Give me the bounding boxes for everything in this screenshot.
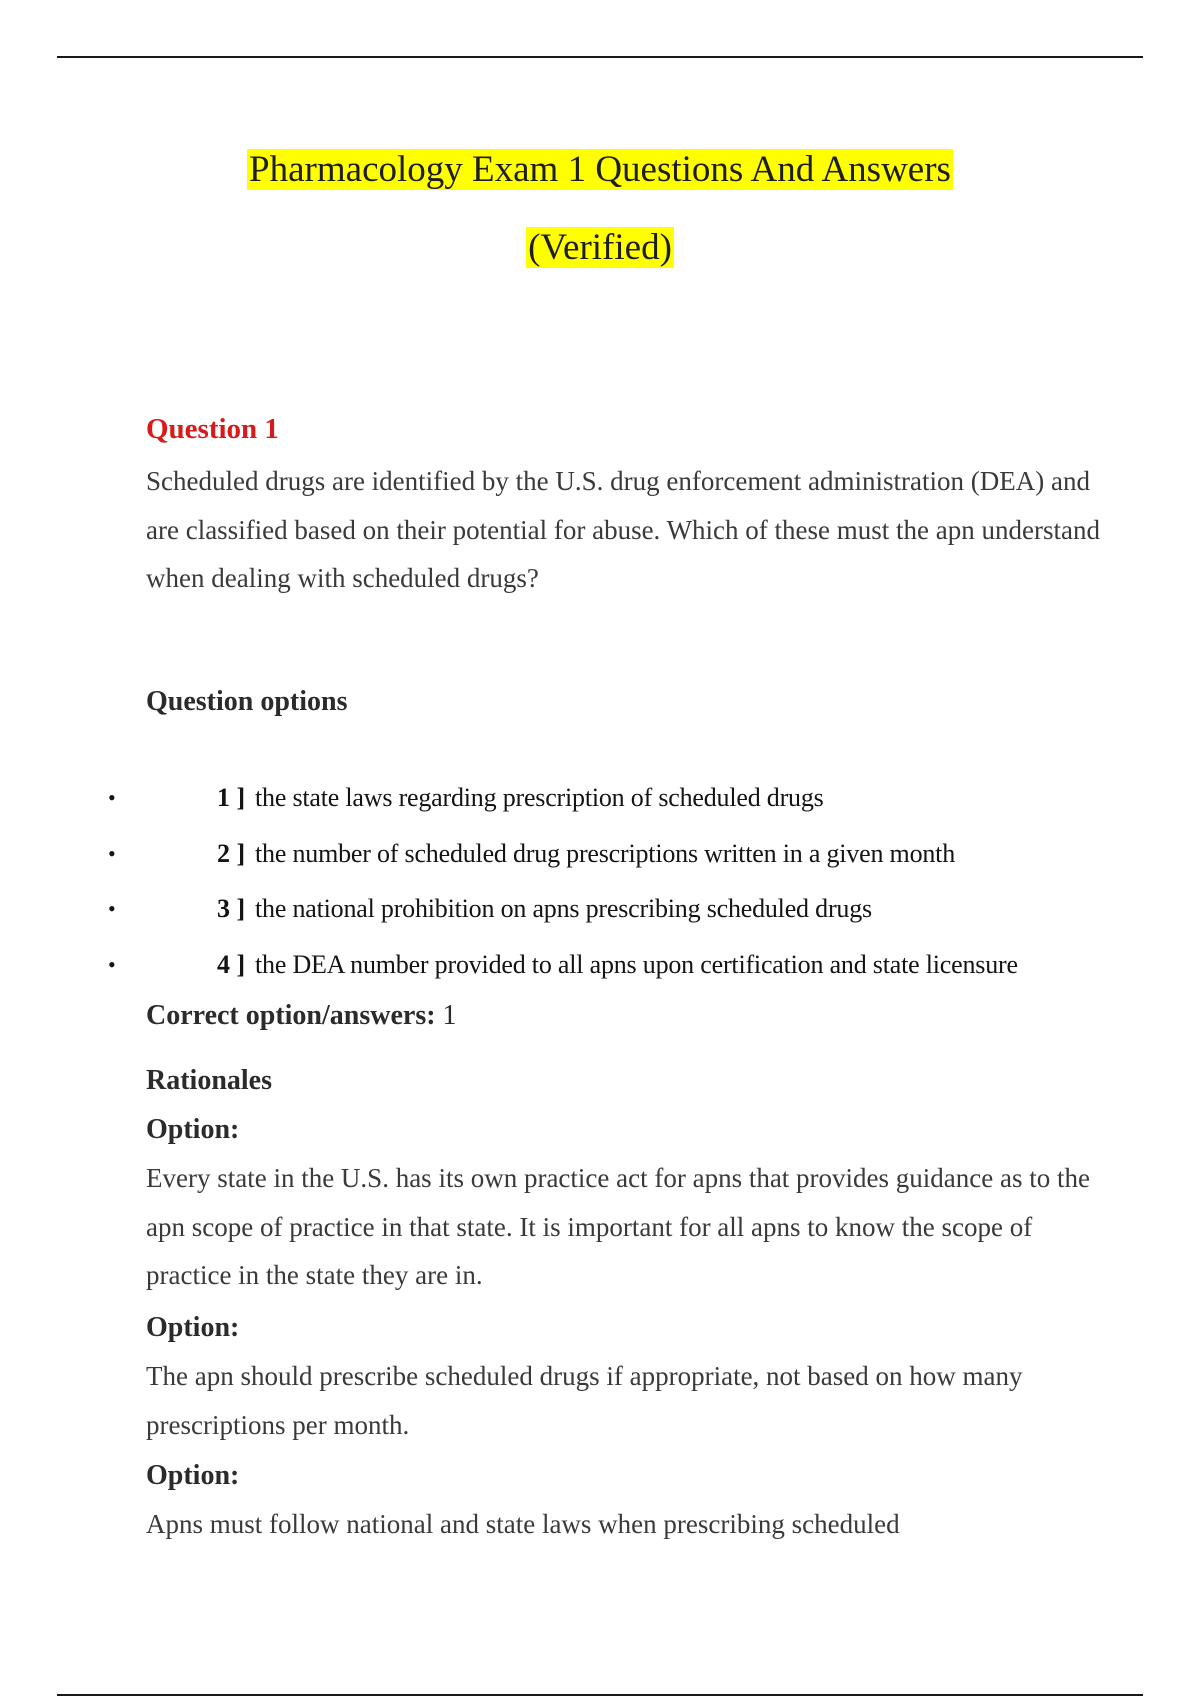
option-text: the DEA number provided to all apns upon certification and state licensure	[255, 949, 1018, 979]
option-text: the state laws regarding prescription of scheduled drugs	[255, 783, 824, 812]
options-list	[0, 770, 1200, 992]
bottom-rule	[57, 1694, 1143, 1696]
question-text: Scheduled drugs are identified by the U.S. drug enforcement administration (DEA) and are classified based on their potential for abuse. Which of these must the apn understand when dealing with scheduled drugs?	[146, 466, 1100, 593]
title-highlight-1: Pharmacology Exam 1 Questions And Answers	[249, 149, 951, 190]
top-rule	[57, 56, 1143, 58]
rationale-option-label: Option:	[146, 1312, 240, 1343]
rationale-text: The apn should prescribe scheduled drugs if appropriate, not based on how many prescriptions per month.	[146, 1361, 1023, 1440]
bullet-icon: •	[108, 840, 116, 866]
rationale-text: Every state in the U.S. has its own practice act for apns that provides guidance as to the apn scope of practice in that state. It is important for all apns to know the scope of practice in the state they are in.	[146, 1163, 1090, 1290]
option-text: the number of scheduled drug prescriptions written in a given month	[255, 838, 955, 868]
bullet-icon: •	[108, 951, 116, 977]
correct-answer-value: 1	[442, 1000, 457, 1031]
document-title-line-2	[0, 224, 1200, 272]
question-label: Question 1	[146, 413, 279, 445]
option-number: 3 ]	[217, 894, 246, 923]
option-text: the national prohibition on apns prescribing scheduled drugs	[255, 894, 872, 923]
option-item	[0, 881, 1200, 937]
bullet-icon: •	[108, 896, 116, 921]
title-highlight-2: (Verified)	[528, 227, 672, 268]
document-title-line-1	[0, 146, 1200, 194]
option-item	[0, 826, 1200, 882]
option-number: 4 ]	[217, 949, 246, 979]
rationale-option-label: Option:	[146, 1460, 240, 1491]
option-item	[0, 937, 1200, 993]
option-number: 2 ]	[217, 838, 246, 868]
correct-answer-label: Correct option/answers:	[146, 1000, 436, 1031]
rationale-text: Apns must follow national and state laws when prescribing scheduled	[146, 1509, 900, 1539]
option-item	[0, 770, 1200, 826]
options-heading: Question options	[146, 686, 348, 717]
rationale-option-label: Option:	[146, 1114, 240, 1145]
rationales-heading: Rationales	[146, 1065, 272, 1096]
correct-answer	[146, 998, 457, 1034]
option-number: 1 ]	[217, 783, 246, 812]
bullet-icon: •	[108, 785, 116, 810]
